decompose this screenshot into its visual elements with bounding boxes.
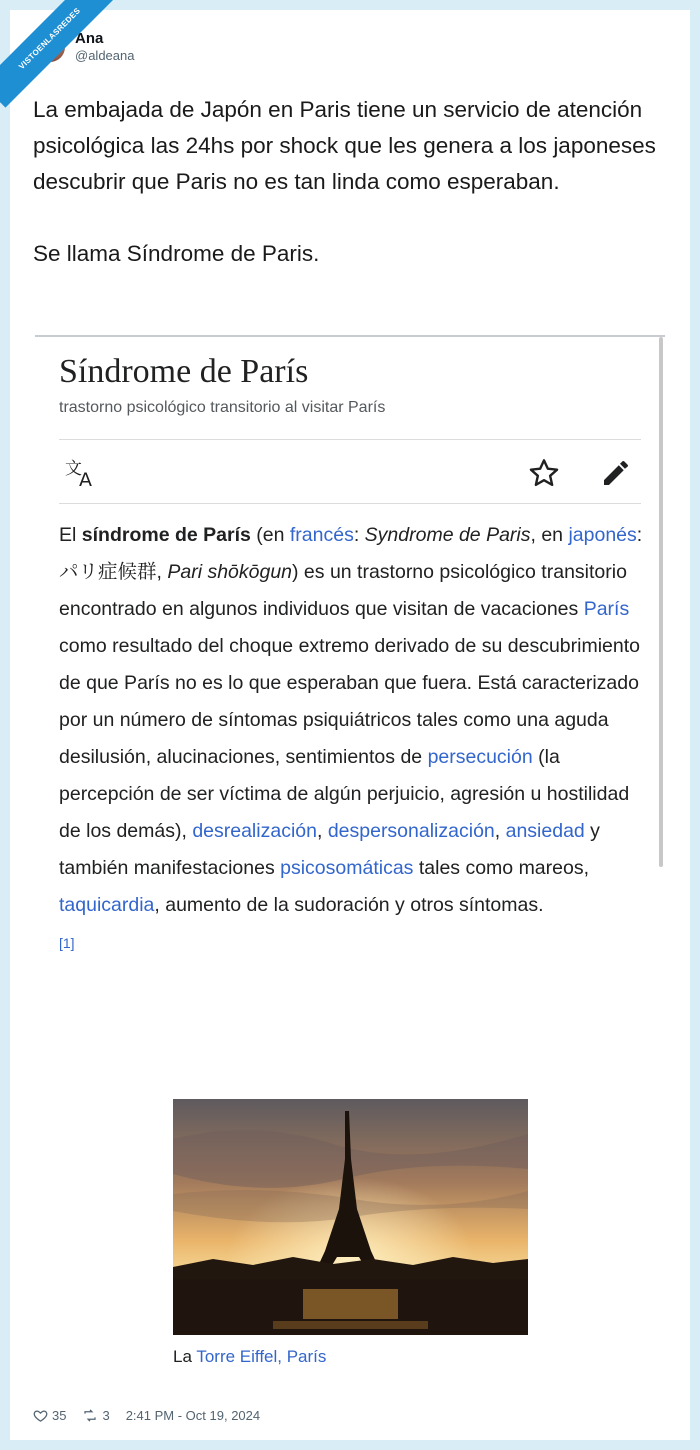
svg-text:文: 文	[65, 459, 82, 479]
timestamp: 2:41 PM - Oct 19, 2024	[125, 1408, 261, 1423]
article-subtitle: trastorno psicológico transitorio al visitar París	[59, 399, 386, 416]
article-title: Síndrome de París	[59, 353, 309, 390]
like-button[interactable]	[33, 1408, 66, 1423]
caption-link[interactable]: Torre Eiffel, París	[196, 1347, 327, 1366]
tweet-text	[33, 92, 673, 308]
reference-link[interactable]: [1]	[59, 935, 75, 951]
link-paris[interactable]: París	[583, 598, 630, 620]
retweet-count: 3	[102, 1408, 110, 1423]
link-taquicardia[interactable]: taquicardia	[59, 894, 155, 916]
article-body: El síndrome de París (en francés: Syndrome de Paris, en japonés: パリ症候群, Pari shōkōgun) es un trastorno psicológico transitorio encontrado en algunos individuos que visitan de vacaciones París como resultado del choque extremo derivado de su descubrimiento de que París no es lo que esperaban que fuera. Está caracterizado por un número de síntomas psiquiátricos tales como una aguda desilusión, alucinaciones, sentimientos de persecución (la percepción de ser víctima de algún perjuicio, agresión u hostilidad de los demás), desrealización, despersonalización, ansiedad y también manifestaciones psicosomáticas tales como mareos, taquicardia, aumento de la sudoración y otros síntomas. [1]	[59, 524, 643, 951]
watermark-ribbon: VISTOENLASREDES	[0, 0, 119, 108]
translate-icon[interactable]	[65, 457, 101, 489]
retweet-button[interactable]	[82, 1408, 109, 1423]
tweet-paragraph: La embajada de Japón en Paris tiene un servicio de atención psicológica las 24hs por shock que les genera a los japoneses descubrir que Paris no es tan linda como esperaban.	[33, 97, 656, 194]
author-name[interactable]: Ana	[75, 30, 104, 47]
tweet-paragraph: Se llama Síndrome de Paris.	[33, 241, 320, 266]
svg-text:A: A	[79, 469, 92, 489]
link-desrealizacion[interactable]: desrealización	[192, 820, 317, 842]
link-persecucion[interactable]: persecución	[427, 746, 533, 768]
author-handle[interactable]: @aldeana	[75, 48, 135, 63]
divider	[59, 439, 641, 440]
wikipedia-card	[35, 335, 665, 1385]
link-psicosomaticas[interactable]: psicosomáticas	[280, 857, 414, 879]
star-icon[interactable]	[528, 457, 560, 489]
edit-icon[interactable]	[600, 457, 632, 489]
link-frances[interactable]: francés	[289, 524, 354, 546]
link-despersonalizacion[interactable]: despersonalización	[327, 820, 495, 842]
divider	[59, 503, 641, 504]
tweet-footer	[33, 1408, 260, 1423]
retweet-icon	[82, 1408, 98, 1423]
heart-icon	[33, 1408, 48, 1423]
like-count: 35	[52, 1408, 67, 1423]
link-japones[interactable]: japonés	[568, 524, 637, 546]
photo-caption: La Torre Eiffel, París	[173, 1347, 327, 1366]
eiffel-tower-photo[interactable]	[173, 1099, 528, 1335]
scrollbar[interactable]	[659, 337, 663, 867]
link-ansiedad[interactable]: ansiedad	[505, 820, 585, 842]
